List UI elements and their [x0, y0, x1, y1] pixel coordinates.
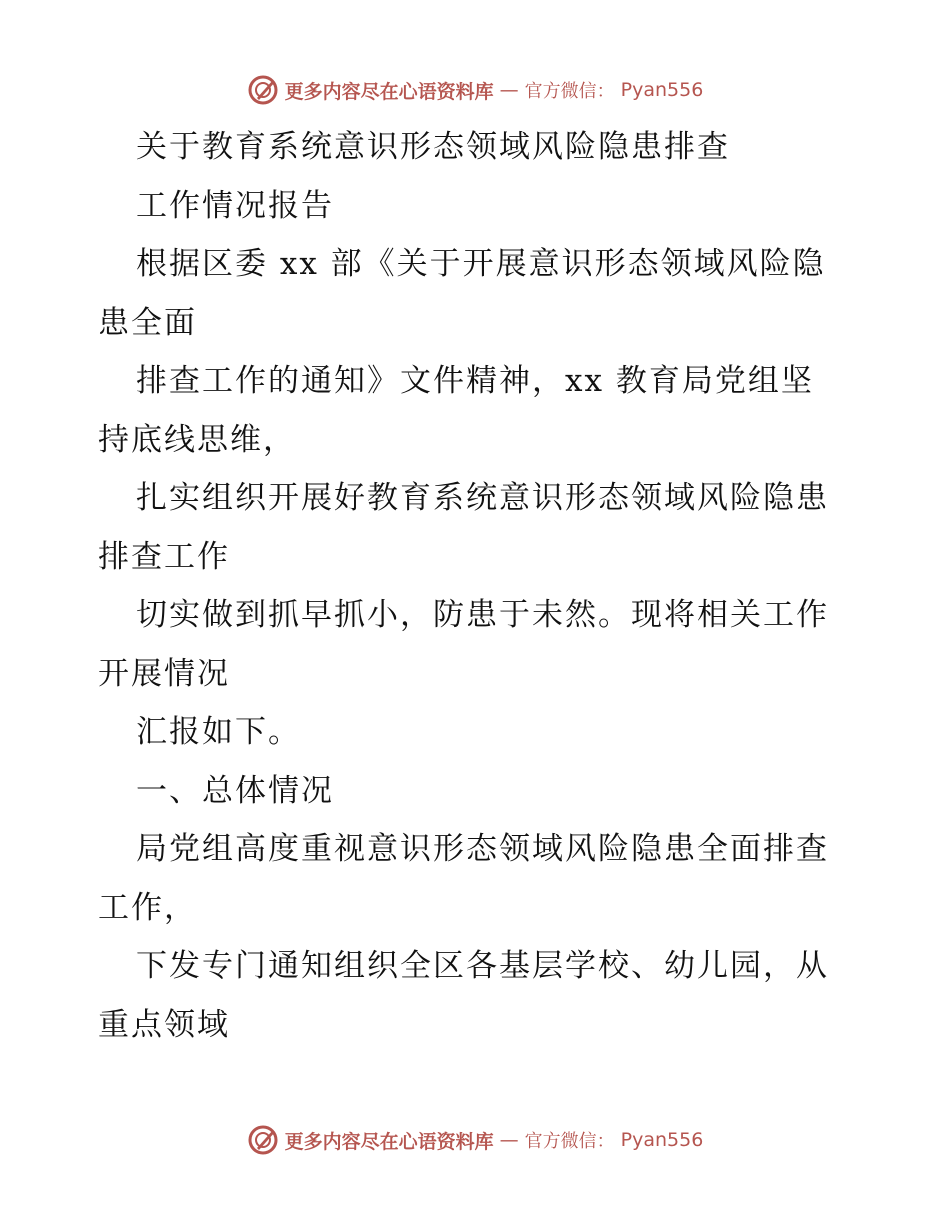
paragraph-line: 根据区委 xx 部《关于开展意识形态领域风险隐: [136, 246, 826, 282]
watermark-wechat-label: 官方微信：: [524, 81, 615, 102]
brand-logo-icon: [247, 1124, 279, 1156]
paragraph-line: 排查工作: [98, 538, 230, 575]
paragraph-line: 汇报如下。: [136, 714, 301, 750]
document-body: [98, 118, 858, 1054]
paragraph-line: 持底线思维，: [98, 421, 296, 458]
document-title-line-2: 工作情况报告: [136, 187, 334, 224]
paragraph-line: 扎实组织开展好教育系统意识形态领域风险隐患: [136, 480, 829, 516]
brand-logo-icon: [247, 74, 279, 106]
paragraph-line: 排查工作的通知》文件精神，xx 教育局党组坚: [136, 363, 814, 399]
watermark-separator: —: [499, 79, 519, 101]
watermark-main-text: 更多内容尽在心语资料库: [284, 80, 494, 103]
footer-watermark: [0, 1122, 950, 1158]
paragraph-line: 切实做到抓早抓小，防患于未然。现将相关工作: [136, 597, 829, 633]
watermark-wechat-label: 官方微信：: [524, 1131, 615, 1152]
watermark-separator: —: [499, 1129, 519, 1151]
paragraph-line: 重点领域: [98, 1006, 230, 1043]
paragraph-line: 下发专门通知组织全区各基层学校、幼儿园，从: [136, 948, 829, 984]
section-heading: 一、总体情况: [136, 772, 334, 809]
header-watermark: [0, 72, 950, 108]
paragraph-line: 患全面: [98, 304, 197, 341]
paragraph-line: 工作，: [98, 889, 197, 926]
paragraph-line: 局党组高度重视意识形态领域风险隐患全面排查: [136, 831, 829, 867]
watermark-wechat-id: Pyan556: [620, 79, 704, 101]
document-title-line-1: 关于教育系统意识形态领域风险隐患排查: [136, 129, 730, 165]
watermark-main-text: 更多内容尽在心语资料库: [284, 1130, 494, 1153]
paragraph-line: 开展情况: [98, 655, 230, 692]
watermark-wechat-id: Pyan556: [620, 1129, 704, 1151]
